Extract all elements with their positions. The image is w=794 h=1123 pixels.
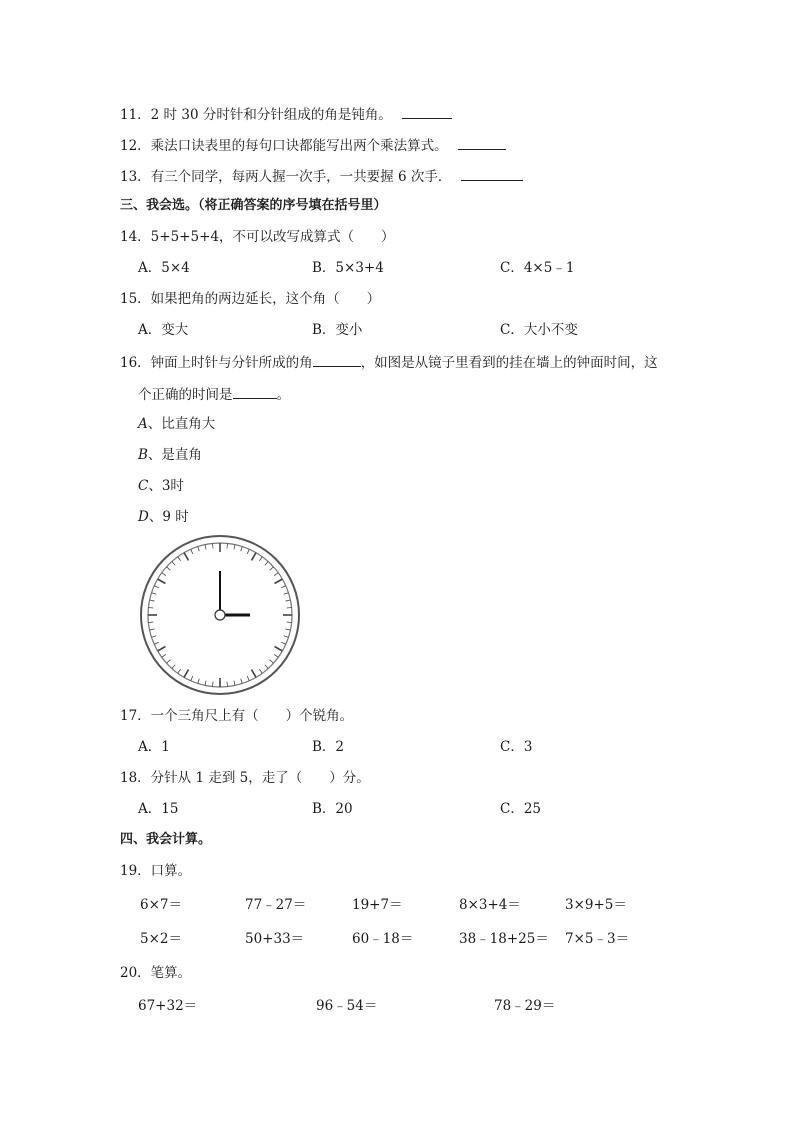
question-14-text: 14．5+5+5+4，不可以改写成算式（ ） <box>120 229 395 245</box>
clock-minute-tick <box>287 622 292 623</box>
oral-calc-1-5[interactable]: 3×9+5＝ <box>565 897 627 913</box>
question-15-text: 15．如果把角的两边延长，这个角（ ） <box>120 291 381 307</box>
oral-calc-2-1[interactable]: 5×2＝ <box>140 931 182 947</box>
q14-option-c[interactable]: C．4×5﹣1 <box>500 260 575 276</box>
answer-blank-11[interactable] <box>402 104 452 119</box>
question-11 <box>120 104 452 124</box>
q15-option-a[interactable]: A．变大 <box>138 322 189 338</box>
q18-option-b[interactable]: B．20 <box>312 801 353 817</box>
q16-choice-a-letter: A <box>138 416 148 432</box>
clock-minute-tick <box>148 622 153 623</box>
clock-minute-tick <box>148 607 153 608</box>
question-12 <box>120 135 506 155</box>
clock-minute-tick <box>212 682 213 687</box>
q18-option-c[interactable]: C．25 <box>500 801 542 817</box>
written-calc-1[interactable]: 67+32＝ <box>138 998 198 1014</box>
q17-option-c[interactable]: C．3 <box>500 739 533 755</box>
section-4-heading: 四、我会计算。 <box>120 832 212 847</box>
answer-blank-16a[interactable] <box>313 352 361 367</box>
oral-calc-1-2[interactable]: 77﹣27＝ <box>245 897 307 913</box>
question-16-text-c: 个正确的时间是 <box>138 387 233 403</box>
answer-blank-13[interactable] <box>461 166 523 181</box>
q16-choice-b[interactable] <box>138 446 202 464</box>
clock-minute-tick <box>212 543 213 548</box>
q16-choice-d-text: 、9 时 <box>148 509 189 525</box>
question-16-line2 <box>138 384 290 404</box>
oral-calc-1-1[interactable]: 6×7＝ <box>140 897 182 913</box>
question-18-text: 18．分针从 1 走到 5，走了（ ）分。 <box>120 770 370 786</box>
oral-calc-2-4[interactable]: 38﹣18+25＝ <box>459 931 549 947</box>
question-16-text-d: 。 <box>276 387 290 403</box>
oral-calc-2-5[interactable]: 7×5﹣3＝ <box>565 931 630 947</box>
question-16-text-a: 16．钟面上时针与分针所成的角 <box>120 355 313 371</box>
q16-choice-d[interactable] <box>138 508 189 526</box>
q17-option-a[interactable]: A．1 <box>138 739 170 755</box>
q18-option-a[interactable]: A．15 <box>138 801 179 817</box>
q16-choice-b-text: 、是直角 <box>147 447 202 463</box>
question-11-text: 11．2 时 30 分时针和分针组成的角是钝角。 <box>120 107 392 123</box>
question-16-line1 <box>120 352 658 372</box>
q16-choice-c[interactable] <box>138 477 184 495</box>
question-12-text: 12．乘法口诀表里的每句口诀都能写出两个乘法算式。 <box>120 138 448 154</box>
q17-option-b[interactable]: B．2 <box>312 739 345 755</box>
oral-calc-2-2[interactable]: 50+33＝ <box>245 931 305 947</box>
q15-option-b[interactable]: B．变小 <box>312 322 363 338</box>
clock-minute-tick <box>227 543 228 548</box>
answer-blank-12[interactable] <box>458 135 506 150</box>
question-13 <box>120 166 523 186</box>
clock-minute-tick <box>287 607 292 608</box>
q16-choice-d-letter: D <box>138 509 149 525</box>
question-16-text-b: ，如图是从镜子里看到的挂在墙上的钟面时间，这 <box>360 355 658 371</box>
q14-option-b[interactable]: B．5×3+4 <box>312 260 384 276</box>
answer-blank-16b[interactable] <box>233 384 277 399</box>
q16-choice-a-text: 、比直角大 <box>147 416 216 432</box>
oral-calc-1-4[interactable]: 8×3+4＝ <box>459 897 521 913</box>
q16-choice-a[interactable] <box>138 415 215 433</box>
section-3-heading: 三、我会选。（将正确答案的序号填在括号里） <box>120 198 387 213</box>
q14-option-a[interactable]: A．5×4 <box>138 260 190 276</box>
oral-calc-1-3[interactable]: 19+7＝ <box>352 897 403 913</box>
mirrored-clock-figure <box>138 533 302 697</box>
question-13-text: 13．有三个同学，每两人握一次手，一共要握 6 次手． <box>120 169 452 185</box>
question-17-text: 17．一个三角尺上有（ ）个锐角。 <box>120 708 354 724</box>
written-calc-3[interactable]: 78﹣29＝ <box>494 998 556 1014</box>
q15-option-c[interactable]: C．大小不变 <box>500 322 578 338</box>
oral-calc-2-3[interactable]: 60﹣18＝ <box>352 931 414 947</box>
clock-minute-tick <box>227 682 228 687</box>
q16-choice-c-text: 、3时 <box>148 478 184 494</box>
written-calc-2[interactable]: 96﹣54＝ <box>316 998 378 1014</box>
q16-choice-c-letter: C <box>138 478 149 494</box>
q16-choice-b-letter: B <box>138 447 148 463</box>
question-20-text: 20．笔算。 <box>120 965 192 981</box>
question-19-text: 19．口算。 <box>120 863 192 879</box>
clock-center-pin <box>215 610 225 620</box>
